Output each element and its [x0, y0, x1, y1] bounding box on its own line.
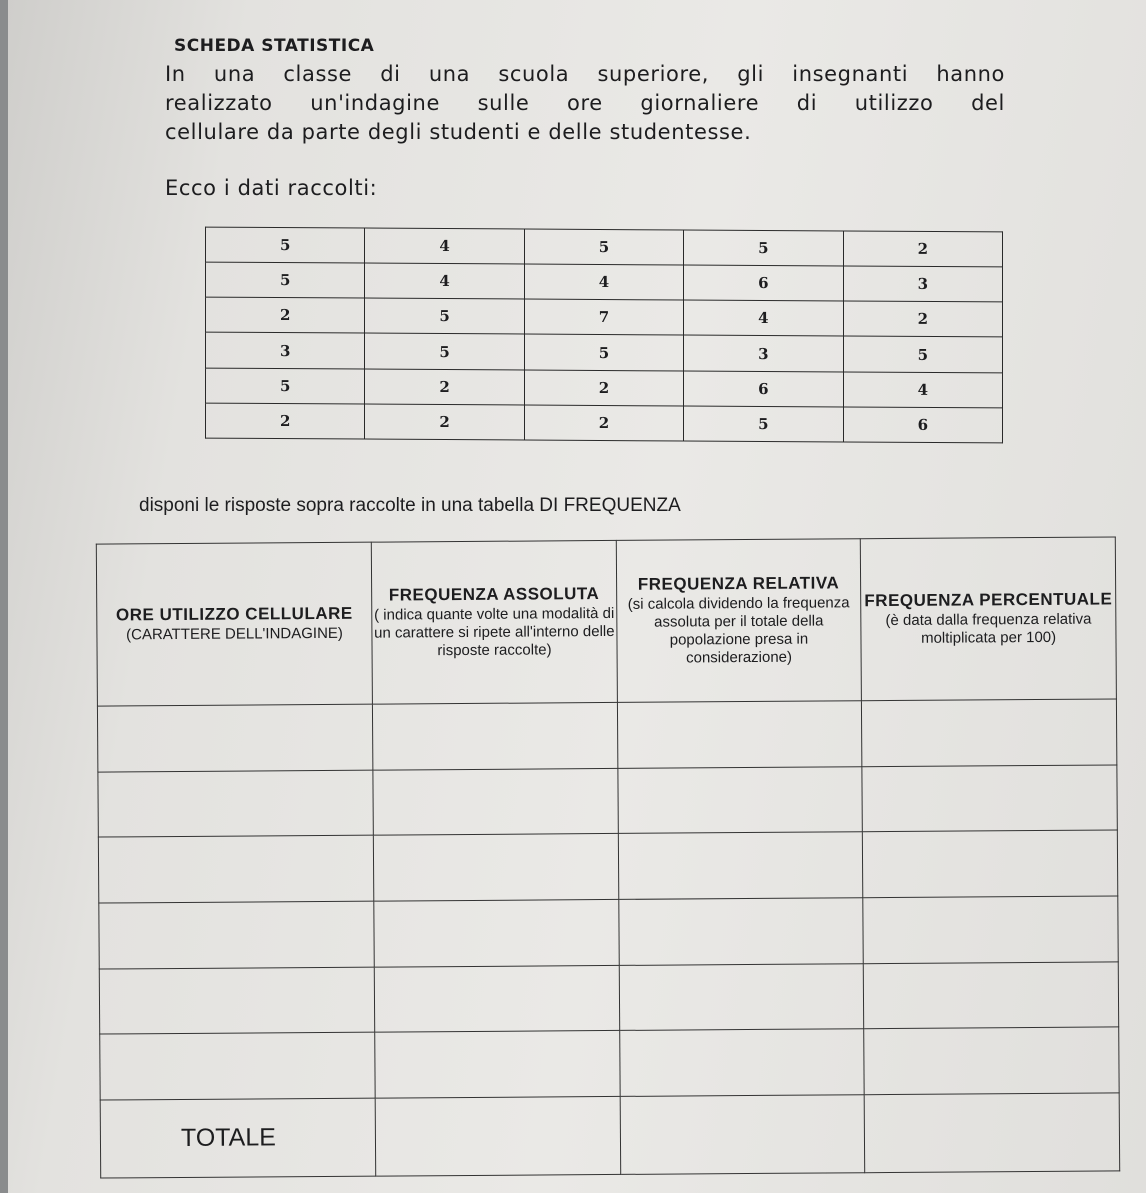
data-cell: 5	[524, 229, 683, 265]
frequency-empty-cell	[374, 965, 619, 1032]
data-cell: 2	[365, 369, 524, 405]
data-cell: 4	[684, 300, 843, 336]
instruction-text: disponi le risposte sopra raccolte in una tabella DI FREQUENZA	[139, 495, 681, 516]
frequency-row	[100, 1027, 1119, 1100]
total-row	[100, 1093, 1120, 1178]
data-cell: 2	[524, 370, 683, 406]
worksheet-paper	[8, 0, 1146, 1193]
frequency-empty-cell	[98, 835, 374, 903]
intro-line: realizzato un'indagine sulle ore giornaliere di utilizzo del	[165, 91, 1005, 115]
frequency-empty-cell	[619, 1029, 864, 1096]
data-row	[206, 333, 1003, 373]
data-row	[206, 227, 1003, 267]
header-sub: (CARATTERE DELL'INDAGINE)	[126, 624, 343, 644]
data-cell: 4	[524, 264, 683, 300]
frequency-empty-cell	[100, 1032, 376, 1100]
data-cell: 3	[684, 335, 843, 371]
frequency-table	[96, 536, 1120, 1178]
header-sub: (è data dalla frequenza relativa moltiplicata per 100)	[885, 610, 1092, 647]
data-cell: 5	[365, 334, 524, 370]
header-sub: (si calcola dividendo la frequenza assoluta per il totale della popolazione presa in considerazione)	[627, 594, 850, 667]
data-cell: 4	[843, 372, 1002, 408]
frequency-empty-cell	[862, 765, 1117, 832]
data-cell: 6	[684, 371, 843, 407]
header-ore-utilizzo	[96, 542, 372, 706]
frequency-empty-cell	[618, 898, 863, 965]
frequency-header-row	[96, 537, 1116, 706]
frequency-empty-cell	[374, 899, 619, 966]
header-frequenza-assoluta	[371, 540, 617, 704]
intro-line: cellulare da parte degli studenti e delle studentesse.	[165, 120, 752, 144]
total-label: TOTALE	[100, 1098, 376, 1178]
header-frequenza-relativa	[616, 539, 862, 703]
frequency-empty-cell	[617, 701, 862, 768]
total-empty-cell	[375, 1096, 620, 1176]
frequency-empty-cell	[863, 830, 1118, 897]
frequency-empty-cell	[863, 962, 1118, 1029]
header-main: ORE UTILIZZO CELLULARE	[115, 603, 353, 625]
frequency-row	[98, 765, 1117, 838]
frequency-empty-cell	[862, 699, 1117, 766]
intro-paragraph	[165, 60, 1005, 147]
frequency-empty-cell	[99, 901, 375, 969]
data-cell: 3	[843, 266, 1002, 302]
data-cell: 2	[365, 404, 524, 440]
data-cell: 2	[524, 405, 683, 441]
data-cell: 5	[206, 262, 365, 298]
worksheet-title: SCHEDA STATISTICA	[174, 36, 375, 56]
total-empty-cell	[864, 1093, 1119, 1173]
frequency-row	[99, 962, 1118, 1035]
total-empty-cell	[620, 1095, 865, 1175]
header-frequenza-percentuale	[860, 537, 1116, 701]
data-cell: 7	[524, 299, 683, 335]
data-row	[206, 368, 1003, 408]
frequency-empty-cell	[864, 1027, 1119, 1094]
header-main: FREQUENZA ASSOLUTA	[388, 584, 600, 605]
data-cell: 6	[684, 265, 843, 301]
data-cell: 5	[206, 227, 365, 263]
data-cell: 2	[843, 231, 1002, 267]
data-cell: 4	[365, 228, 524, 264]
intro-line: In una classe di una scuola superiore, gli insegnanti hanno	[165, 62, 1005, 86]
frequency-empty-cell	[373, 702, 618, 769]
frequency-empty-cell	[619, 963, 864, 1030]
header-sub: ( indica quante volte una modalità di un carattere si ripete all'interno delle risposte raccolte)	[374, 604, 615, 660]
data-subtitle: Ecco i dati raccolti:	[165, 176, 378, 200]
data-cell: 2	[206, 403, 365, 439]
frequency-empty-cell	[375, 1031, 620, 1098]
frequency-empty-cell	[863, 896, 1118, 963]
frequency-row	[99, 896, 1118, 969]
data-cell: 6	[843, 407, 1002, 443]
data-row	[206, 262, 1003, 302]
frequency-row	[98, 830, 1117, 903]
frequency-empty-cell	[373, 834, 618, 901]
frequency-empty-cell	[97, 704, 373, 772]
data-row	[206, 297, 1003, 337]
data-cell: 2	[843, 301, 1002, 337]
frequency-empty-cell	[373, 768, 618, 835]
data-cell: 5	[684, 230, 843, 266]
data-cell: 5	[684, 406, 843, 442]
frequency-empty-cell	[618, 832, 863, 899]
data-row	[206, 403, 1003, 443]
frequency-empty-cell	[99, 967, 375, 1035]
data-cell: 5	[524, 334, 683, 370]
data-cell: 4	[365, 263, 524, 299]
data-cell: 5	[365, 298, 524, 334]
raw-data-table	[205, 227, 1003, 444]
frequency-row	[97, 699, 1116, 772]
frequency-empty-cell	[618, 766, 863, 833]
data-cell: 2	[206, 297, 365, 333]
data-cell: 5	[206, 368, 365, 404]
data-cell: 5	[843, 336, 1002, 372]
header-main: FREQUENZA PERCENTUALE	[864, 589, 1113, 611]
data-cell: 3	[206, 333, 365, 369]
frequency-empty-cell	[98, 770, 374, 838]
header-main: FREQUENZA RELATIVA	[637, 573, 840, 594]
